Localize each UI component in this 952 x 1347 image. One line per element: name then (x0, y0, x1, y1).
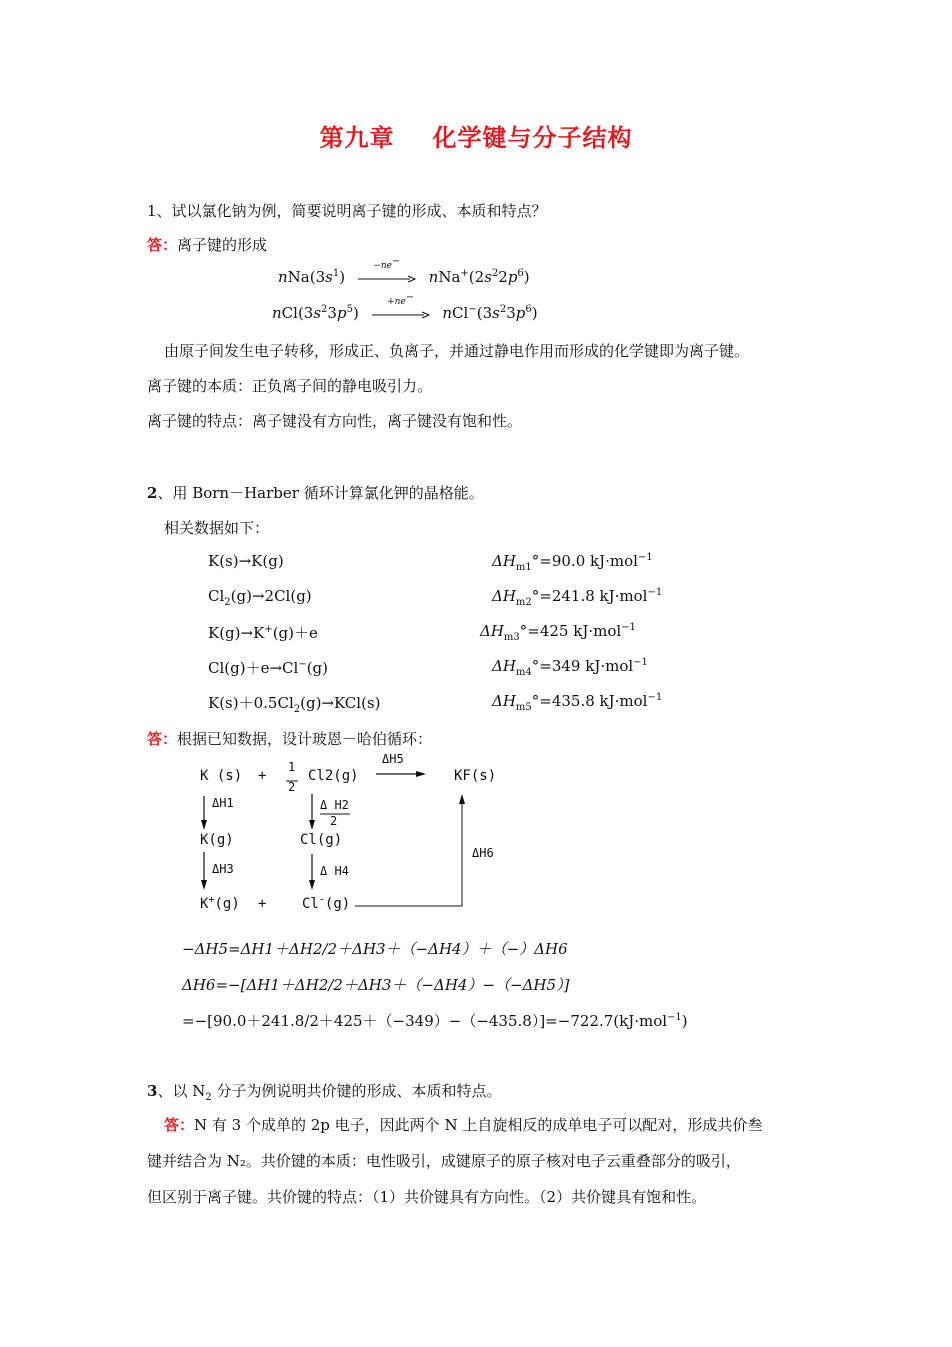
enthalpy-value: $\Delta H_{m3}^\circ=425$ kJ·mol$^{-1}$ (480, 622, 636, 643)
answer-label: 答： (147, 236, 178, 254)
enthalpy-value: $\Delta H_{m2}^\circ=241.8$ kJ·mol$^{-1}$ (492, 587, 663, 608)
cl-gas: Cl(g) (300, 832, 343, 848)
dh2-denominator: 2 (330, 814, 338, 828)
k-gas: K(g) (200, 832, 234, 848)
question-2: 2、用 Born－Harber 循环计算氯化钾的晶格能。 (147, 484, 484, 502)
chapter-name: 化学键与分子结构 (432, 124, 633, 152)
q3-line-2: 键并结合为 N₂。共价键的本质：电性吸引，成键原子的原子核对电子云重叠部分的吸引， (147, 1152, 741, 1170)
answer-1-intro: 答：离子键的形成 (147, 236, 268, 254)
q1-line-3: 离子键的特点：离子键没有方向性，离子键没有饱和性。 (147, 412, 523, 430)
dh2-numerator: Δ H2 (320, 798, 349, 812)
reaction-equation: K(g)→K+(g)＋e (208, 624, 318, 642)
plus-sign: + (258, 896, 267, 912)
answer-2-intro: 答：根据已知数据，设计玻恩－哈伯循环： (147, 730, 433, 748)
calc-line-1: −ΔH5=ΔH1＋ΔH2/2＋ΔH3＋（−ΔH4）＋（−）ΔH6 (182, 940, 568, 958)
data-intro: 相关数据如下： (164, 519, 270, 537)
reaction-equation: Cl(g)＋e→Cl−(g) (208, 659, 329, 677)
half-numerator: 1 (288, 760, 296, 774)
equation-na: $nNa(3s^1)$ −ne− $nNa^+(2s^22p^6)$ (278, 256, 530, 286)
calc-line-3: =−[90.0＋241.8/2＋425＋（−349）−（−435.8）]=−722.7(kJ·mol$^{-1}$) (182, 1012, 688, 1030)
reaction-equation: K(s)→K(g) (208, 552, 284, 570)
reaction-equation: $Cl_2(g)\to 2Cl(g)$ (208, 587, 312, 608)
question-1: 1、试以氯化钠为例，简要说明离子键的形成、本质和特点？ (147, 202, 547, 220)
kf-solid: KF(s) (454, 768, 497, 784)
dh6-label: ΔH6 (472, 846, 494, 860)
k-ion: K+(g) (200, 894, 240, 912)
dh4-label: Δ H4 (320, 864, 349, 878)
equation-cl: $nCl(3s^23p^5)$ +ne− $nCl^-(3s^23p^6)$ (272, 292, 538, 322)
q3-line-3: 但区别于离子键。共价键的特点：（1）共价键具有方向性。（2）共价键具有饱和性。 (147, 1188, 707, 1206)
enthalpy-value: $\Delta H_{m4}^\circ=349$ kJ·mol$^{-1}$ (492, 657, 648, 678)
enthalpy-value: $\Delta H_{m5}^\circ=435.8$ kJ·mol$^{-1}$ (492, 692, 663, 713)
k-solid: K (s) (200, 768, 243, 784)
calc-line-2: ΔH6=−[ΔH1＋ΔH2/2＋ΔH3＋（−ΔH4）−（−ΔH5）] (182, 976, 570, 994)
cl-ion: Cl-(g) (302, 894, 351, 912)
dh3-label: ΔH3 (212, 862, 234, 876)
reaction-equation: $K(s)+0.5Cl_2(g)\to KCl(s)$ (208, 694, 381, 715)
reaction-arrow: −ne− (358, 271, 416, 285)
half-denominator: 2 (288, 780, 296, 794)
q1-line-1: 由原子间发生电子转移，形成正、负离子，并通过静电作用而形成的化学键即为离子键。 (164, 342, 750, 360)
dh5-label: ΔH5 (382, 752, 404, 766)
born-haber-cycle (190, 752, 520, 922)
dh1-label: ΔH1 (212, 796, 234, 810)
q1-line-2: 离子键的本质：正负离子间的静电吸引力。 (147, 377, 433, 395)
q3-line-1: 答：N 有 3 个成单的 2p 电子，因此两个 N 上自旋相反的成单电子可以配对，形成共价叁 (164, 1116, 763, 1134)
question-3: 3、以 $N_2$ 分子为例说明共价键的形成、本质和特点。 (147, 1082, 502, 1103)
cl2-gas: Cl2(g) (308, 768, 359, 784)
page-title (0, 118, 952, 153)
enthalpy-value: $\Delta H_{m1}^\circ=90.0$ kJ·mol$^{-1}$ (492, 552, 653, 573)
chapter-number: 第九章 (319, 124, 395, 152)
plus-sign: + (258, 768, 267, 784)
reaction-arrow: +ne− (372, 307, 430, 321)
